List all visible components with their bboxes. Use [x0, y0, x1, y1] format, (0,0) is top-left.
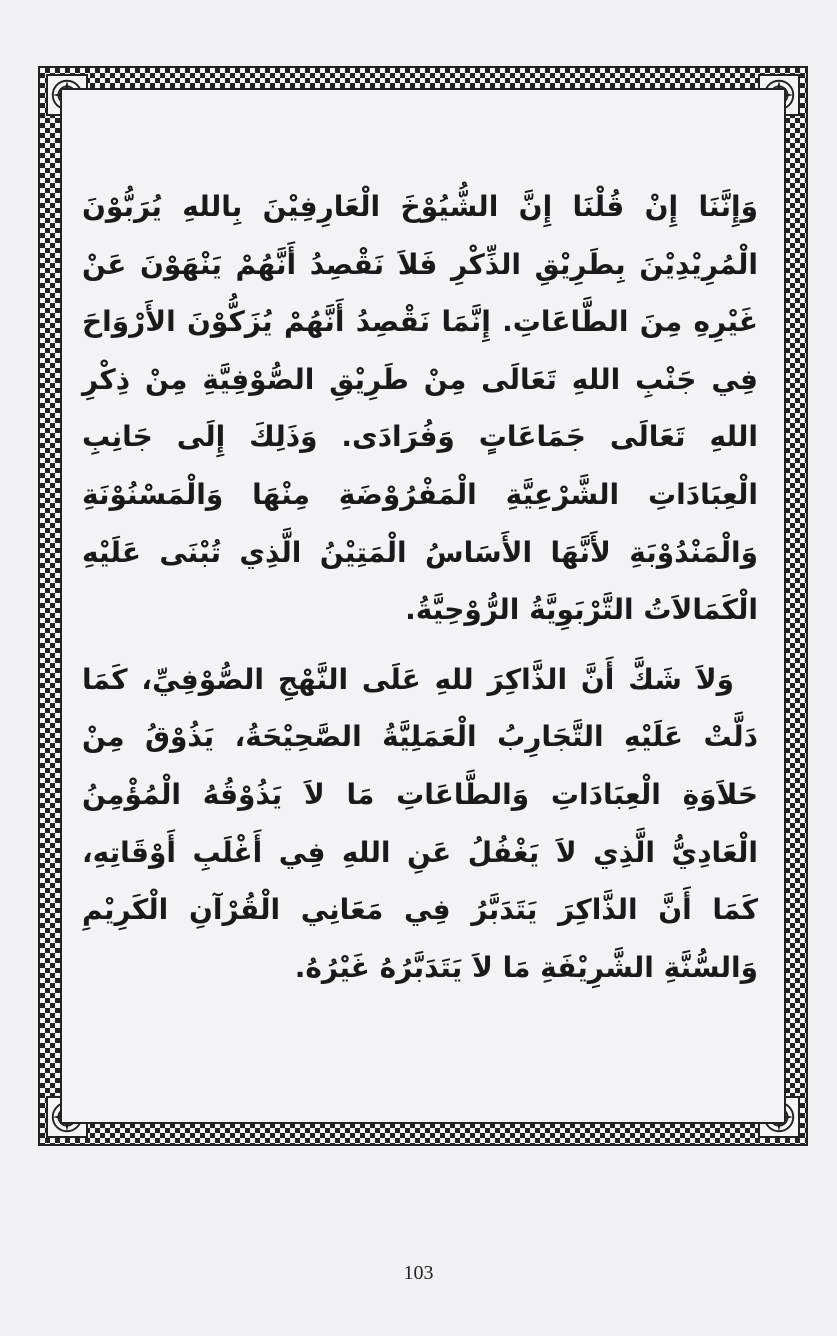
page-number: 103: [403, 1262, 434, 1284]
paragraph-1: وَإِنَّنَا إِنْ قُلْنَا إِنَّ الشُّيُوْخَ الْعَارِفِيْنَ بِاللهِ يُرَبُّوْنَ الْمُرِيْدِيْنَ بِطَرِيْقِ الذِّكْرِ فَلاَ نَقْصِدُ أَنَّهُمْ يَنْهَوْنَ عَنْ غَيْرِهِ مِنَ الطَّاعَاتِ. إِنَّمَا نَقْصِدُ أَنَّهُمْ يُزَكُّوْنَ الأَرْوَاحَ فِي جَنْبِ اللهِ تَعَالَى مِنْ طَرِيْقِ الصُّوْفِيَّةِ مِنْ ذِكْرِ اللهِ تَعَالَى جَمَاعَاتٍ وَفُرَادَى. وَذَلِكَ إِلَى جَانِبِ الْعِبَادَاتِ الشَّرْعِيَّةِ الْمَفْرُوْضَةِ مِنْهَا وَالْمَسْنُوْنَةِ وَالْمَنْدُوْبَةِ لأَنَّهَا الأَسَاسُ الْمَتِيْنُ الَّذِي تُبْنَى عَلَيْهِ الْكَمَالاَتُ التَّرْبَوِيَّةُ الرُّوْحِيَّةُ.: [82, 190, 758, 627]
paragraph-2: وَلاَ شَكَّ أَنَّ الذَّاكِرَ للهِ عَلَى النَّهْجِ الصُّوْفِيِّ، كَمَا دَلَّتْ عَلَيْهِ التَّجَارِبُ الْعَمَلِيَّةُ الصَّحِيْحَةُ، يَذُوْقُ مِنْ حَلاَوَةِ الْعِبَادَاتِ وَالطَّاعَاتِ مَا لاَ يَذُوْقُهُ الْمُؤْمِنُ الْعَادِيُّ الَّذِي لاَ يَغْفُلُ عَنِ اللهِ فِي أَغْلَبِ أَوْقَاتِهِ، كَمَا أَنَّ الذَّاكِرَ يَتَدَبَّرُ فِي مَعَانِي الْقُرْآنِ الْكَرِيْمِ وَالسُّنَّةِ الشَّرِيْفَةِ مَا لاَ يَتَدَبَّرُهُ غَيْرُهُ.: [82, 662, 758, 984]
body-text: [82, 178, 758, 996]
